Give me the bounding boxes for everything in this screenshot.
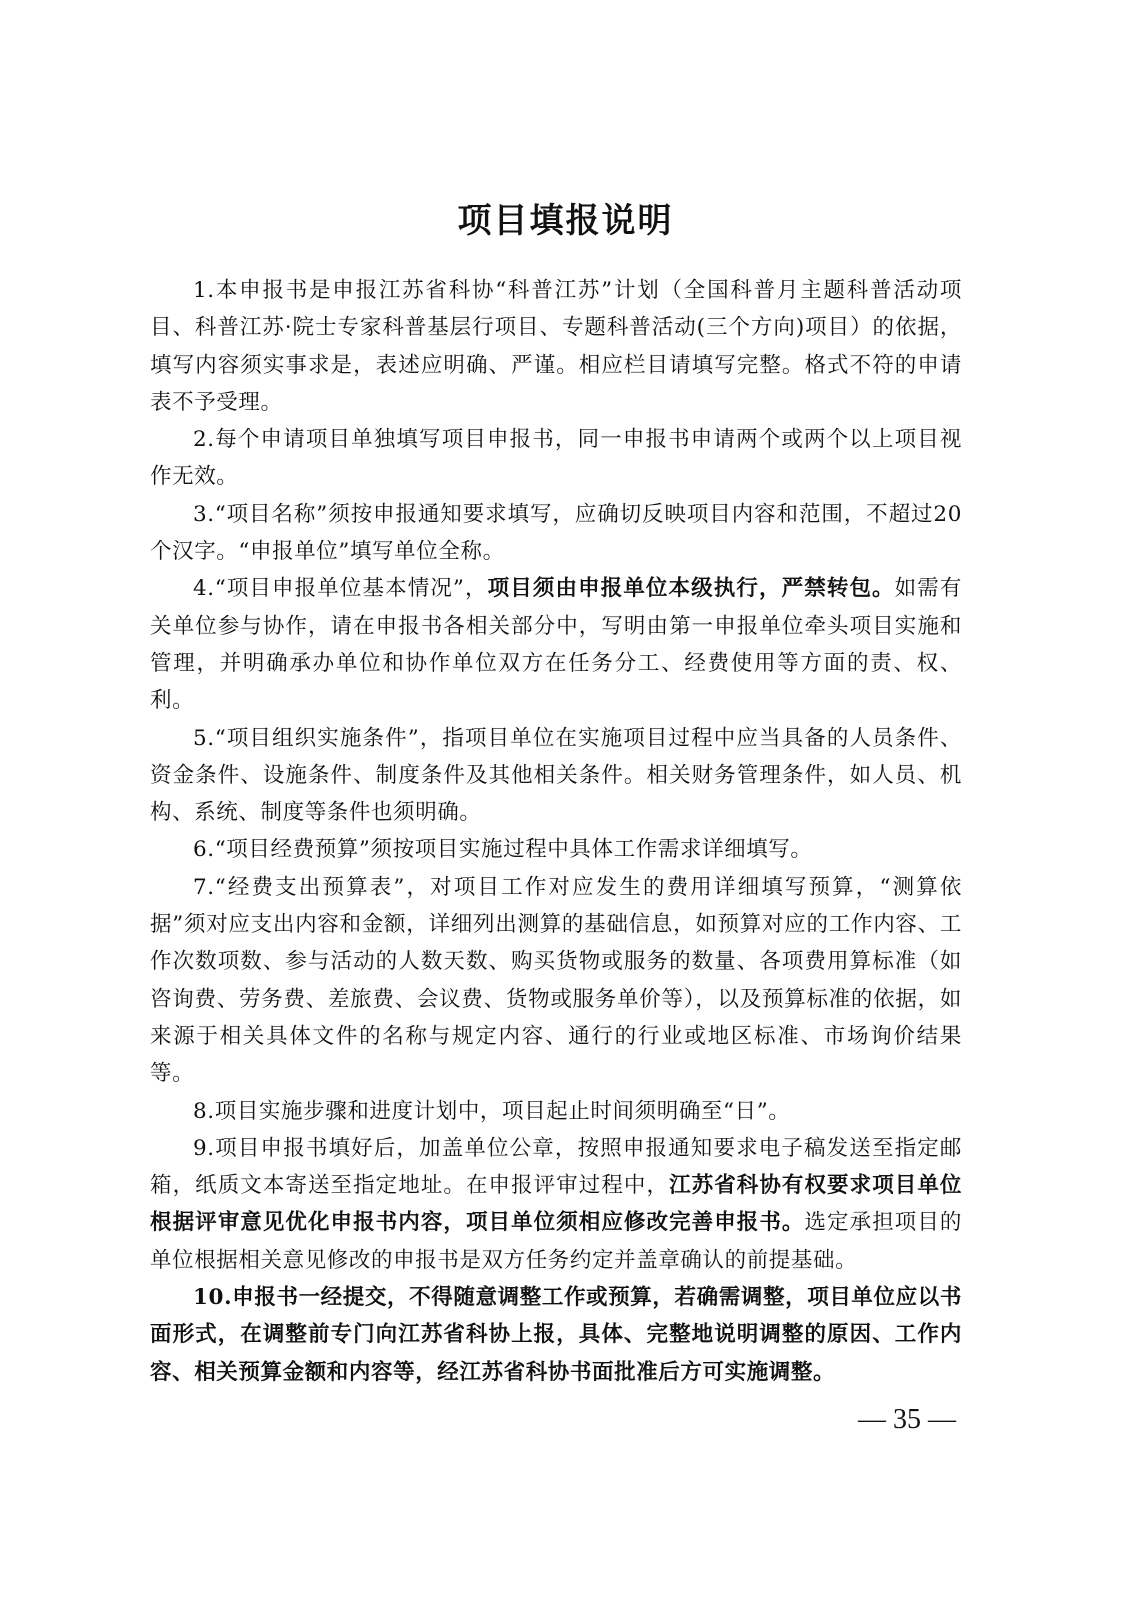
instruction-paragraph-10 (150, 1279, 962, 1391)
paragraph-text: 6.“项目经费预算”须按项目实施过程中具体工作需求详细填写。 (193, 837, 813, 863)
paragraph-text: 3.“项目名称”须按申报通知要求填写，应确切反映项目内容和范围，不超过20个汉字。“申报单位”填写单位全称。 (150, 501, 962, 565)
instruction-paragraph-6 (150, 831, 962, 868)
emphasis-text: 江苏省科协有权要求项目单位根据评审意见优化申报书内容，项目单位须相应修改完善申报书。 (150, 1173, 962, 1236)
instruction-paragraph-4 (150, 570, 962, 719)
instruction-paragraph-7 (150, 869, 962, 1093)
instruction-paragraph-9 (150, 1130, 962, 1279)
emphasis-text: 项目须由申报单位本级执行，严禁转包。 (487, 576, 895, 602)
instruction-paragraph-1 (150, 272, 962, 421)
paragraph-text: 4.“项目申报单位基本情况”， (193, 576, 488, 602)
paragraph-text: 7.“经费支出预算表”，对项目工作对应发生的费用详细填写预算，“测算依据”须对应支出内容和金额，详细列出测算的基础信息，如预算对应的工作内容、工作次数项数、参与活动的人数天数、购买货物或服务的数量、各项费用算标准（如咨询费、劳务费、差旅费、会议费、货物或服务单价等），以及预算标准的依据，如来源于相关具体文件的名称与规定内容、通行的行业或地区标准、市场询价结果等。 (150, 874, 962, 1087)
page-number: — 35 — (858, 1404, 956, 1435)
paragraph-text: 选定承担项目的单位根据相关意见修改的申报书是双方任务约定并盖章确认的前提基础。 (150, 1210, 962, 1273)
paragraph-text: 8.项目实施步骤和进度计划中，项目起止时间须明确至“日”。 (193, 1098, 791, 1124)
instruction-paragraph-2 (150, 421, 962, 496)
instruction-paragraph-5 (150, 720, 962, 832)
paragraph-text: 5.“项目组织实施条件”，指项目单位在实施项目过程中应当具备的人员条件、资金条件、设施条件、制度条件及其他相关条件。相关财务管理条件，如人员、机构、系统、制度等条件也须明确。 (150, 725, 962, 826)
paragraph-text: 如需有关单位参与协作，请在申报书各相关部分中，写明由第一申报单位牵头项目实施和管理，并明确承办单位和协作单位双方在任务分工、经费使用等方面的责、权、利。 (150, 576, 962, 714)
instruction-paragraph-8 (150, 1093, 962, 1130)
instruction-paragraph-3 (150, 496, 962, 571)
paragraph-text: 2.每个申请项目单独填写项目申报书，同一申报书申请两个或两个以上项目视作无效。 (150, 427, 962, 490)
paragraph-text: 9.项目申报书填好后，加盖单位公章，按照申报通知要求电子稿发送至指定邮箱，纸质文本寄送至指定地址。在申报评审过程中， (150, 1135, 962, 1199)
emphasis-text: 10.申报书一经提交，不得随意调整工作或预算，若确需调整，项目单位应以书面形式，在调整前专门向江苏省科协上报，具体、完整地说明调整的原因、工作内容、相关预算金额和内容等，经江苏省科协书面批准后方可实施调整。 (150, 1285, 962, 1385)
paragraph-text: 1.本申报书是申报江苏省科协“科普江苏”计划（全国科普月主题科普活动项目、科普江苏·院士专家科普基层行项目、专题科普活动(三个方向)项目）的依据，填写内容须实事求是，表述应明确、严谨。相应栏目请填写完整。格式不符的申请表不予受理。 (150, 278, 962, 415)
instructions-body (150, 272, 962, 1391)
page-title: 项目填报说明 (457, 201, 674, 241)
